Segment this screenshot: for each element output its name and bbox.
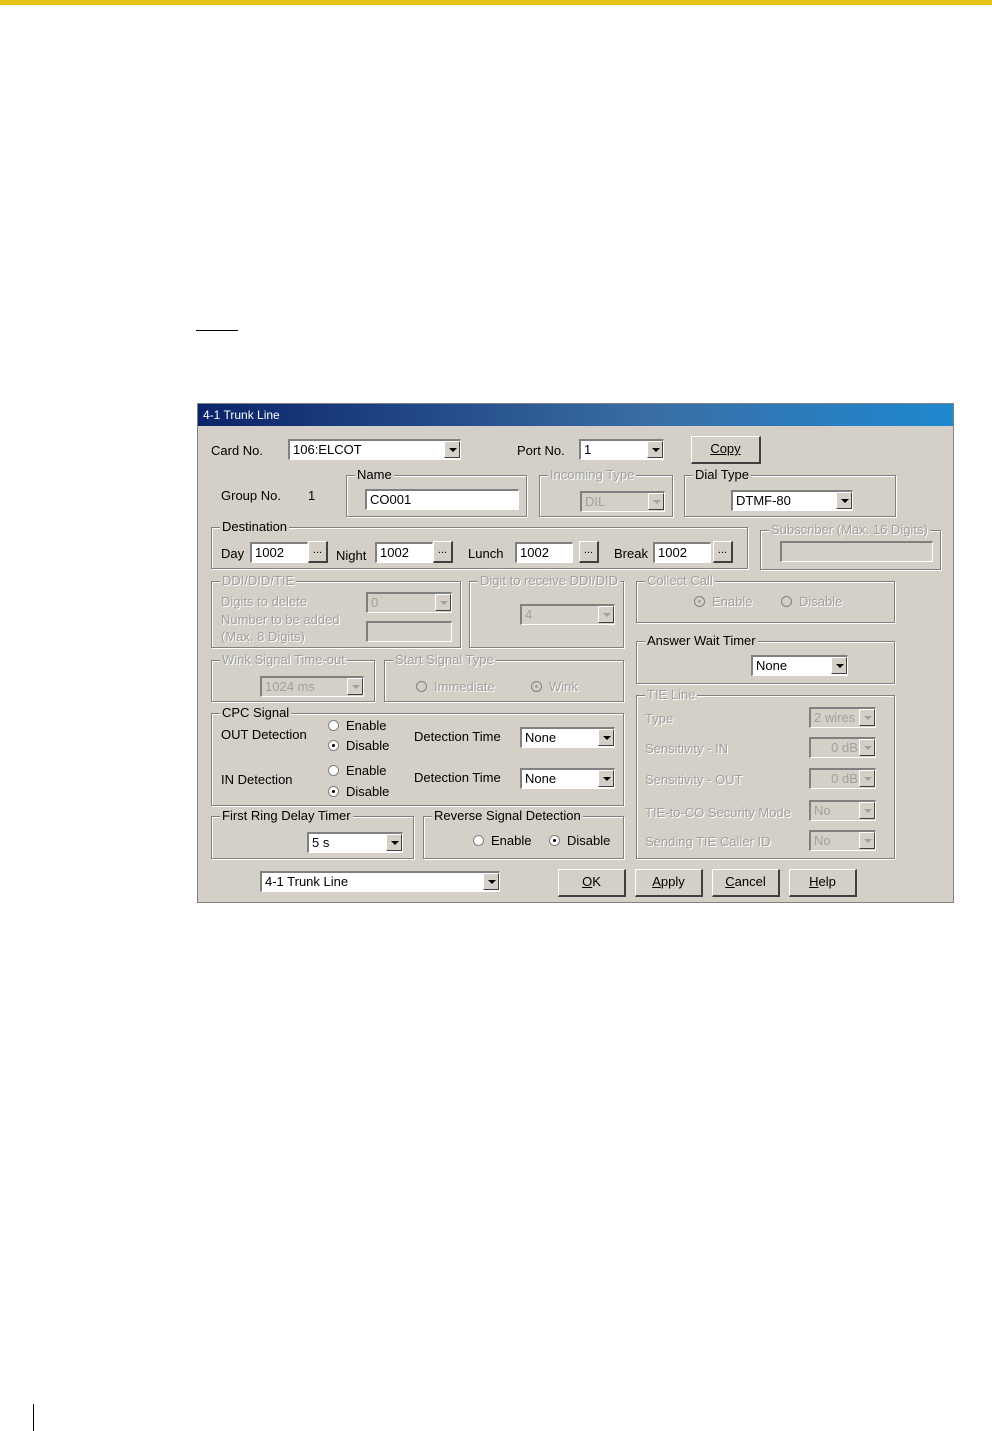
digits-to-delete-label: Digits to delete: [221, 594, 307, 609]
answer-wait-value: None: [756, 658, 788, 673]
wink-radio: [531, 681, 542, 692]
sensitivity-out-value: 0 dB: [831, 771, 858, 786]
help-label: elp: [818, 874, 836, 889]
reverse-disable-radio[interactable]: [549, 835, 560, 846]
in-detection-time-select[interactable]: [520, 768, 615, 789]
header-rule: [0, 0, 992, 5]
cancel-label: ancel: [734, 874, 766, 889]
collect-call-disable-label: Disable: [799, 594, 843, 609]
chevron-down-icon[interactable]: [598, 729, 614, 746]
tie-type-value: 2 wires: [814, 710, 856, 725]
digits-to-delete-value: 0: [371, 595, 379, 610]
dial-type-value: DTMF-80: [736, 493, 791, 508]
number-added-max-label: (Max. 8 Digits): [221, 629, 305, 644]
wink-timeout-value: 1024 ms: [265, 679, 315, 694]
reverse-signal-legend: Reverse Signal Detection: [434, 808, 581, 823]
in-detection-label: IN Detection: [221, 772, 293, 787]
wink-timeout-select: [260, 676, 364, 697]
in-disable-radio[interactable]: [328, 786, 339, 797]
collect-call-group: [636, 573, 895, 623]
out-detection-time-value: None: [525, 730, 557, 745]
chevron-down-icon: [435, 594, 451, 611]
caller-id-select: [809, 830, 876, 851]
security-mode-label: TIE-to-CO Security Mode: [645, 805, 791, 820]
trunk-line-dialog: [197, 403, 954, 903]
sensitivity-in-select: [809, 737, 876, 758]
subscriber-legend: Subscriber (Max. 16 Digits): [771, 522, 928, 537]
digit-receive-value: 4: [525, 607, 533, 622]
cancel-button[interactable]: [712, 869, 780, 897]
out-detection-label: OUT Detection: [221, 727, 307, 742]
break-browse-button[interactable]: ...: [713, 541, 733, 563]
apply-button[interactable]: [635, 869, 703, 897]
subscriber-input: [780, 541, 933, 562]
day-browse-button[interactable]: ...: [308, 541, 328, 563]
answer-wait-legend: Answer Wait Timer: [647, 633, 756, 648]
group-no-value: 1: [308, 488, 316, 503]
chevron-down-icon: [598, 606, 614, 623]
copy-button[interactable]: [691, 436, 761, 464]
security-mode-select: [809, 800, 876, 821]
day-input[interactable]: 1002: [250, 542, 308, 563]
in-disable-label: Disable: [346, 784, 390, 799]
chevron-down-icon[interactable]: [386, 834, 402, 851]
apply-hotkey: A: [652, 874, 661, 889]
note-underline: [196, 330, 238, 331]
caller-id-value: No: [814, 833, 831, 848]
chevron-down-icon[interactable]: [836, 492, 852, 509]
lunch-label: Lunch: [468, 546, 504, 561]
number-added-label: Number to be added: [221, 612, 340, 627]
page-nav-select[interactable]: [260, 871, 500, 892]
cancel-hotkey: C: [725, 874, 735, 889]
collect-call-enable-radio: [694, 596, 705, 607]
first-ring-value: 5 s: [312, 835, 330, 850]
answer-wait-select[interactable]: [751, 655, 848, 676]
page-nav-value: 4-1 Trunk Line: [265, 874, 349, 889]
lunch-browse-button[interactable]: ...: [579, 541, 599, 563]
window-title: 4-1 Trunk Line: [203, 408, 280, 422]
in-enable-label: Enable: [346, 763, 387, 778]
chevron-down-icon[interactable]: [444, 441, 460, 458]
first-ring-select[interactable]: [307, 832, 403, 853]
card-no-label: Card No.: [211, 443, 264, 458]
cpc-signal-legend: CPC Signal: [222, 705, 290, 720]
port-no-value: 1: [584, 442, 592, 457]
number-added-input: [366, 621, 452, 642]
digit-receive-select: [520, 604, 615, 625]
out-enable-radio[interactable]: [328, 720, 339, 731]
in-enable-radio[interactable]: [328, 765, 339, 776]
card-no-value: 106:ELCOT: [293, 442, 362, 457]
collect-call-enable-label: Enable: [712, 594, 753, 609]
digits-to-delete-select: [366, 592, 452, 613]
name-input[interactable]: CO001: [365, 489, 519, 510]
tie-type-select: [809, 707, 876, 728]
reverse-enable-radio[interactable]: [473, 835, 484, 846]
tie-type-label: Type: [645, 711, 674, 726]
caller-id-label: Sending TIE Caller ID: [645, 834, 771, 849]
page-margin-rule: [33, 1404, 34, 1431]
name-legend: Name: [357, 467, 392, 482]
break-label: Break: [614, 546, 648, 561]
ok-button[interactable]: [558, 869, 626, 897]
chevron-down-icon: [859, 739, 875, 756]
dial-type-select[interactable]: [731, 490, 853, 511]
start-signal-legend: Start Signal Type: [395, 652, 494, 667]
out-detection-time-label: Detection Time: [414, 729, 501, 744]
in-detection-time-value: None: [525, 771, 557, 786]
ok-label: K: [592, 874, 601, 889]
collect-call-legend: Collect Call: [647, 573, 713, 588]
wink-timeout-legend: Wink Signal Time-out: [222, 652, 345, 667]
title-bar[interactable]: [198, 404, 953, 426]
reverse-disable-label: Disable: [567, 833, 611, 848]
port-no-label: Port No.: [517, 443, 565, 458]
chevron-down-icon: [347, 678, 363, 695]
wink-label: Wink: [549, 679, 578, 694]
collect-call-disable-radio: [781, 596, 792, 607]
help-button[interactable]: [789, 869, 857, 897]
first-ring-legend: First Ring Delay Timer: [222, 808, 351, 823]
destination-legend: Destination: [222, 519, 288, 534]
dial-type-legend: Dial Type: [695, 467, 749, 482]
night-browse-button[interactable]: ...: [433, 541, 453, 563]
lunch-input[interactable]: 1002: [515, 542, 573, 563]
chevron-down-icon: [859, 832, 875, 849]
chevron-down-icon: [859, 709, 875, 726]
digit-receive-legend: Digit to receive DDI/DID: [480, 573, 618, 588]
out-detection-time-select[interactable]: [520, 727, 615, 748]
ok-hotkey: O: [582, 874, 593, 889]
immediate-radio: [416, 681, 427, 692]
sensitivity-out-label: Sensitivity - OUT: [645, 772, 743, 787]
incoming-type-value: DIL: [585, 494, 606, 509]
incoming-type-select: [580, 491, 665, 512]
copy-button-label: Copy: [710, 441, 741, 456]
in-detection-time-label: Detection Time: [414, 770, 501, 785]
chevron-down-icon[interactable]: [598, 770, 614, 787]
immediate-label: Immediate: [434, 679, 495, 694]
sensitivity-out-select: [809, 768, 876, 789]
chevron-down-icon: [859, 802, 875, 819]
day-label: Day: [221, 546, 245, 561]
incoming-type-legend: Incoming Type: [550, 467, 635, 482]
break-input[interactable]: 1002: [653, 542, 711, 563]
port-no-select[interactable]: [579, 439, 664, 460]
out-disable-label: Disable: [346, 738, 390, 753]
sensitivity-in-value: 0 dB: [831, 740, 858, 755]
group-no-label: Group No.: [221, 488, 281, 503]
ddi-legend: DDI/DID/TIE: [222, 573, 295, 588]
chevron-down-icon[interactable]: [831, 657, 847, 674]
out-disable-radio[interactable]: [328, 740, 339, 751]
sensitivity-in-label: Sensitivity - IN: [645, 741, 729, 756]
card-no-select[interactable]: [288, 439, 461, 460]
chevron-down-icon: [648, 493, 664, 510]
tie-line-legend: TIE Line: [647, 687, 696, 702]
security-mode-value: No: [814, 803, 831, 818]
apply-label: pply: [660, 874, 685, 889]
chevron-down-icon: [859, 770, 875, 787]
chevron-down-icon[interactable]: [647, 441, 663, 458]
out-enable-label: Enable: [346, 718, 387, 733]
help-hotkey: H: [809, 874, 819, 889]
reverse-enable-label: Enable: [491, 833, 532, 848]
night-input[interactable]: 1002: [375, 542, 433, 563]
chevron-down-icon[interactable]: [483, 873, 499, 890]
night-label: Night: [336, 548, 367, 563]
